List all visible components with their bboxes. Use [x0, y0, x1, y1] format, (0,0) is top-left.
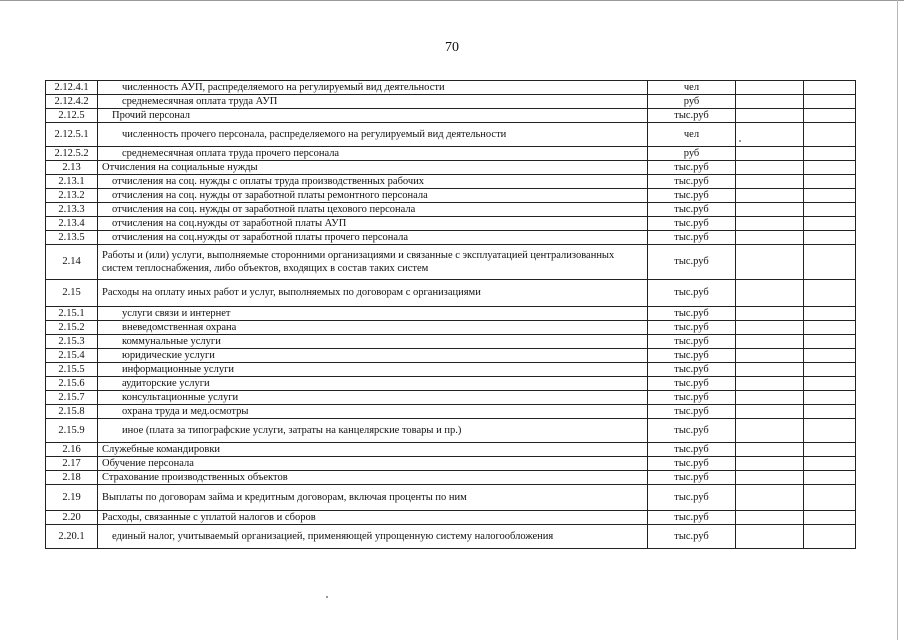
row-name: численность АУП, распределяемого на регулируемый вид деятельности [98, 81, 648, 95]
table-row [46, 109, 856, 123]
row-unit: тыс.руб [648, 231, 736, 245]
value-cell-empty [736, 161, 804, 175]
row-code: 2.13.2 [46, 189, 98, 203]
row-unit: тыс.руб [648, 161, 736, 175]
value-cell-empty [736, 321, 804, 335]
table-row [46, 405, 856, 419]
value-cell-empty [804, 161, 856, 175]
row-name: консультационные услуги [98, 391, 648, 405]
row-unit: тыс.руб [648, 457, 736, 471]
table-row [46, 81, 856, 95]
value-cell-empty [736, 335, 804, 349]
row-unit: тыс.руб [648, 391, 736, 405]
value-cell-empty [736, 511, 804, 525]
row-name: иное (плата за типографские услуги, затраты на канцелярские товары и пр.) [98, 419, 648, 443]
value-cell-empty [804, 391, 856, 405]
table-row [46, 147, 856, 161]
row-code: 2.12.5 [46, 109, 98, 123]
row-unit: тыс.руб [648, 245, 736, 280]
value-cell-empty [804, 335, 856, 349]
row-code: 2.15.5 [46, 363, 98, 377]
row-code: 2.15.4 [46, 349, 98, 363]
value-cell-empty [804, 307, 856, 321]
value-cell-empty [736, 245, 804, 280]
row-unit: тыс.руб [648, 377, 736, 391]
value-cell-empty [736, 147, 804, 161]
value-cell-empty [736, 217, 804, 231]
row-unit: тыс.руб [648, 525, 736, 549]
row-name: Работы и (или) услуги, выполняемые сторонними организациями и связанные с эксплуатацией централизованных систем теплоснабжения, либо объектов, входящих в состав таких систем [98, 245, 648, 280]
row-code: 2.13.4 [46, 217, 98, 231]
expense-table [45, 80, 856, 549]
row-unit: тыс.руб [648, 321, 736, 335]
table-row [46, 203, 856, 217]
scan-speck [739, 140, 741, 142]
value-cell-empty [804, 280, 856, 307]
row-code: 2.15.1 [46, 307, 98, 321]
row-name: Расходы, связанные с уплатой налогов и сборов [98, 511, 648, 525]
row-unit: тыс.руб [648, 443, 736, 457]
value-cell-empty [804, 457, 856, 471]
row-name: Расходы на оплату иных работ и услуг, выполняемых по договорам с организациями [98, 280, 648, 307]
value-cell-empty [736, 231, 804, 245]
row-code: 2.15.3 [46, 335, 98, 349]
value-cell-empty [804, 175, 856, 189]
value-cell-empty [804, 525, 856, 549]
row-code: 2.19 [46, 485, 98, 511]
row-code: 2.15.2 [46, 321, 98, 335]
value-cell-empty [804, 231, 856, 245]
table-row [46, 280, 856, 307]
value-cell-empty [736, 109, 804, 123]
row-name: вневедомственная охрана [98, 321, 648, 335]
row-name: Выплаты по договорам займа и кредитным договорам, включая проценты по ним [98, 485, 648, 511]
row-unit: тыс.руб [648, 405, 736, 419]
value-cell-empty [804, 471, 856, 485]
table-row [46, 419, 856, 443]
row-name: отчисления на соц. нужды с оплаты труда производственных рабочих [98, 175, 648, 189]
table-row [46, 363, 856, 377]
row-unit: чел [648, 123, 736, 147]
value-cell-empty [804, 109, 856, 123]
value-cell-empty [804, 189, 856, 203]
value-cell-empty [736, 377, 804, 391]
table-row [46, 377, 856, 391]
scan-edge-right [897, 0, 904, 640]
row-code: 2.15.8 [46, 405, 98, 419]
row-code: 2.12.5.2 [46, 147, 98, 161]
row-name: услуги связи и интернет [98, 307, 648, 321]
value-cell-empty [804, 245, 856, 280]
row-code: 2.17 [46, 457, 98, 471]
row-unit: тыс.руб [648, 363, 736, 377]
value-cell-empty [736, 525, 804, 549]
value-cell-empty [736, 175, 804, 189]
table-row [46, 95, 856, 109]
value-cell-empty [736, 280, 804, 307]
value-cell-empty [736, 419, 804, 443]
page-number: 70 [445, 40, 459, 55]
row-unit: тыс.руб [648, 335, 736, 349]
table-row [46, 321, 856, 335]
row-code: 2.15.6 [46, 377, 98, 391]
row-unit: тыс.руб [648, 349, 736, 363]
row-unit: тыс.руб [648, 189, 736, 203]
table-row [46, 335, 856, 349]
value-cell-empty [736, 457, 804, 471]
value-cell-empty [736, 391, 804, 405]
row-code: 2.20.1 [46, 525, 98, 549]
row-code: 2.13.5 [46, 231, 98, 245]
row-name: коммунальные услуги [98, 335, 648, 349]
row-name: охрана труда и мед.осмотры [98, 405, 648, 419]
value-cell-empty [804, 363, 856, 377]
table-body [46, 81, 856, 549]
row-name: Обучение персонала [98, 457, 648, 471]
value-cell-empty [736, 95, 804, 109]
table-row [46, 457, 856, 471]
row-name: отчисления на соц. нужды от заработной платы ремонтного персонала [98, 189, 648, 203]
value-cell-empty [804, 485, 856, 511]
value-cell-empty [736, 363, 804, 377]
row-code: 2.12.5.1 [46, 123, 98, 147]
row-unit: тыс.руб [648, 485, 736, 511]
value-cell-empty [804, 81, 856, 95]
row-code: 2.20 [46, 511, 98, 525]
value-cell-empty [736, 485, 804, 511]
value-cell-empty [736, 203, 804, 217]
value-cell-empty [804, 123, 856, 147]
row-name: численность прочего персонала, распределяемого на регулируемый вид деятельности [98, 123, 648, 147]
row-code: 2.12.4.1 [46, 81, 98, 95]
table-row [46, 349, 856, 363]
row-unit: руб [648, 147, 736, 161]
value-cell-empty [804, 203, 856, 217]
row-name: Страхование производственных объектов [98, 471, 648, 485]
row-name: информационные услуги [98, 363, 648, 377]
scan-speck [326, 596, 328, 598]
row-name: Служебные командировки [98, 443, 648, 457]
table-row [46, 231, 856, 245]
row-unit: тыс.руб [648, 307, 736, 321]
value-cell-empty [804, 377, 856, 391]
row-name: единый налог, учитываемый организацией, применяющей упрощенную систему налогообложения [98, 525, 648, 549]
row-unit: тыс.руб [648, 217, 736, 231]
table-row [46, 123, 856, 147]
row-name: аудиторские услуги [98, 377, 648, 391]
table-row [46, 525, 856, 549]
row-unit: тыс.руб [648, 175, 736, 189]
row-name: отчисления на соц.нужды от заработной платы АУП [98, 217, 648, 231]
table-row [46, 485, 856, 511]
row-code: 2.13.3 [46, 203, 98, 217]
row-name: отчисления на соц.нужды от заработной платы прочего персонала [98, 231, 648, 245]
table-row [46, 307, 856, 321]
row-name: юридические услуги [98, 349, 648, 363]
table-row [46, 471, 856, 485]
scan-edge-top [0, 0, 904, 7]
row-code: 2.14 [46, 245, 98, 280]
row-name: отчисления на соц. нужды от заработной платы цехового персонала [98, 203, 648, 217]
row-unit: руб [648, 95, 736, 109]
row-name: среднемесячная оплата труда прочего персонала [98, 147, 648, 161]
table-row [46, 161, 856, 175]
value-cell-empty [804, 217, 856, 231]
row-unit: чел [648, 81, 736, 95]
value-cell-empty [804, 349, 856, 363]
value-cell-empty [736, 307, 804, 321]
row-code: 2.15.9 [46, 419, 98, 443]
row-unit: тыс.руб [648, 471, 736, 485]
value-cell-empty [804, 405, 856, 419]
value-cell-empty [736, 405, 804, 419]
row-name: Отчисления на социальные нужды [98, 161, 648, 175]
row-code: 2.12.4.2 [46, 95, 98, 109]
value-cell-empty [736, 189, 804, 203]
table-row [46, 511, 856, 525]
value-cell-empty [804, 419, 856, 443]
row-name: Прочий персонал [98, 109, 648, 123]
value-cell-empty [804, 443, 856, 457]
value-cell-empty [736, 349, 804, 363]
table-row [46, 443, 856, 457]
row-code: 2.15.7 [46, 391, 98, 405]
table-row [46, 245, 856, 280]
row-unit: тыс.руб [648, 109, 736, 123]
row-unit: тыс.руб [648, 419, 736, 443]
table-row [46, 217, 856, 231]
value-cell-empty [736, 81, 804, 95]
row-unit: тыс.руб [648, 511, 736, 525]
value-cell-empty [736, 443, 804, 457]
value-cell-empty [736, 123, 804, 147]
row-name: среднемесячная оплата труда АУП [98, 95, 648, 109]
row-unit: тыс.руб [648, 280, 736, 307]
row-code: 2.13 [46, 161, 98, 175]
table-row [46, 391, 856, 405]
value-cell-empty [804, 95, 856, 109]
table-row [46, 189, 856, 203]
row-code: 2.13.1 [46, 175, 98, 189]
table-row [46, 175, 856, 189]
value-cell-empty [804, 147, 856, 161]
value-cell-empty [804, 511, 856, 525]
row-code: 2.18 [46, 471, 98, 485]
value-cell-empty [804, 321, 856, 335]
row-code: 2.15 [46, 280, 98, 307]
row-code: 2.16 [46, 443, 98, 457]
row-unit: тыс.руб [648, 203, 736, 217]
value-cell-empty [736, 471, 804, 485]
